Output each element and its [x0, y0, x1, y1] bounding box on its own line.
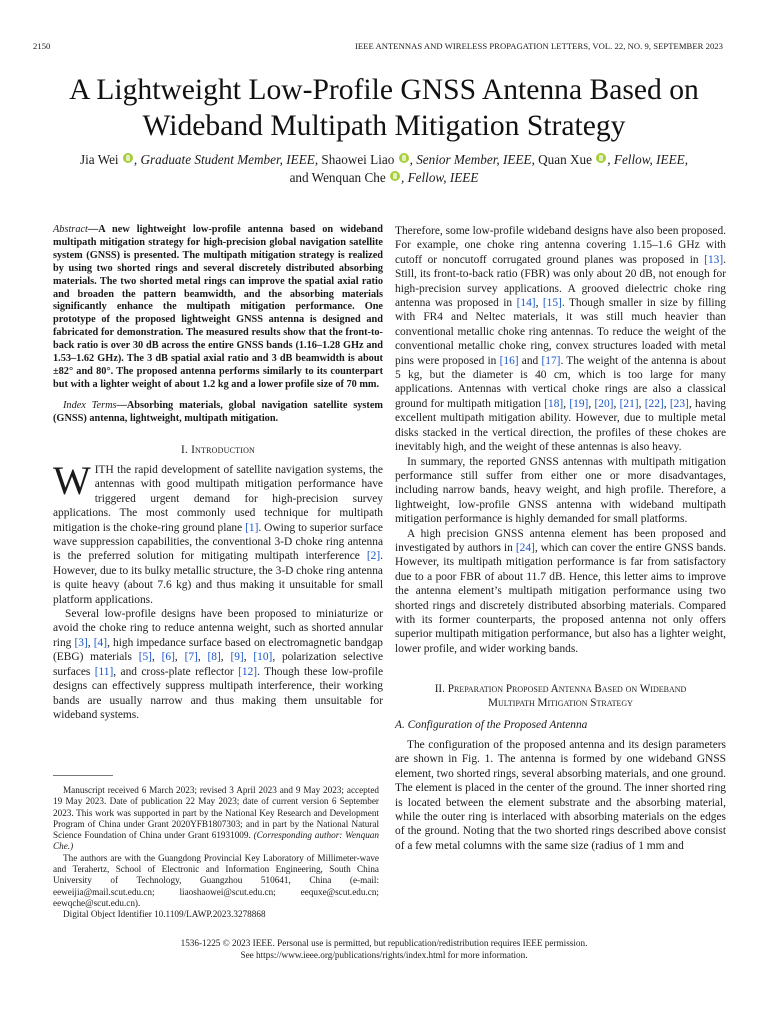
- orcid-icon[interactable]: [390, 171, 400, 181]
- subsection-heading-a: A. Configuration of the Proposed Antenna: [395, 718, 588, 731]
- drop-cap: W: [53, 458, 91, 503]
- citation-link[interactable]: [24]: [515, 541, 535, 554]
- body-paragraph-4: The configuration of the proposed antenna and its design parameters are shown in Fig. 1. The antenna is formed by one wideband GNSS element, two shorted rings, several absorbing materials, and one ground. The element is placed in the center of the ground. The inner shorted ring is located between the element substrate and the absorbing material, while the outer ring is interlaced with absorbing materials on the edges of the ground. Noting that the two shorted rings described above consist of a few metal columns with the same size (radius of 1 mm and: [395, 739, 726, 852]
- title-line-1: A Lightweight Low-Profile GNSS Antenna Based on: [69, 74, 699, 106]
- index-terms: [53, 400, 383, 426]
- manuscript-note: Manuscript received 6 March 2023; revised 3 April 2023 and 9 May 2023; accepted 19 May 2023. Date of publication 22 May 2023; date of current version 6 September 2023. This work was supported in part by the National Key Research and Development Program of China under Grant 2020YFB1807303; and in part by the National Natural Science Foundation of China under Grant 61931009. (Corresponding author: Wenquan Che.): [53, 785, 379, 852]
- body-paragraph-1: Therefore, some low-profile wideband designs have also been proposed. For example, one choke ring antenna covering 1.15–1.6 GHz with cutoff or noncutoff corrugated ground planes was proposed in [13]. Still, its front-to-back ratio (FBR) was only about 20 dB, not enough for high-precision survey applications. A grooved dielectric choke ring antenna was proposed in [14], [15]. Though smaller in size by filling with FR4 and Neltec materials, it was still much heavier than conventional metallic choke ring antennas. To reduce the weight of the conventional metallic choke ring, convex structures loaded with metal pins were proposed in [16] and [17]. The weight of the antenna is about 5 kg, but the diameter is 40 cm, which is too large for many applications. Antennas with vertical choke rings are also a classical ground for multipath mitigation [18], [19], [20], [21], [22], [23], having excellent multipath mitigation ability. However, due to multiple metal disks stacked in the vertical direction, the profiles of these chokes are inevitably high, and the weight of these antennas is also heavy.: [395, 225, 726, 454]
- copyright-notice: [40, 938, 728, 961]
- copyright-line-2[interactable]: See https://www.ieee.org/publications/rights/index.html for more information.: [240, 949, 528, 960]
- citation-link[interactable]: [22]: [644, 397, 664, 410]
- body-paragraph-3: A high precision GNSS antenna element has been proposed and investigated by authors in [24], which can cover the entire GNSS bands. However, its multipath mitigation performance is far from satisfactory due to a poor FBR of about 11.7 dB. Hence, this letter aims to improve the antenna element’s multipath mitigation performance using two shorted rings and discretely distributed absorbing materials. Compared with its former counterparts, the proposed antenna not only offers superior multipath mitigation performance, but also has a lighter weight, lower profile, and wider working bands.: [395, 527, 726, 655]
- citation-link[interactable]: [17]: [541, 354, 561, 367]
- citation-link[interactable]: [20]: [594, 397, 614, 410]
- citation-link[interactable]: [1]: [245, 521, 259, 534]
- right-column: [395, 224, 726, 853]
- title-line-2: Wideband Multipath Mitigation Strategy: [142, 110, 626, 142]
- author-list: [40, 151, 728, 187]
- citation-link[interactable]: [16]: [499, 354, 519, 367]
- intro-paragraph-2: Several low-profile designs have been proposed to miniaturize or avoid the choke ring to reduce antenna weight, such as shorted annular ring [3], [4], high impedance surface based on electromagnetic bandgap (EBG) materials [5], [6], [7], [8], [9], [10], polarization selective surfaces [11], and cross-plate reflector [12]. Though these low-profile designs can effectively suppress multipath interference, their working bands are usually narrow and thus making them unsuitable for wideband systems.: [53, 608, 384, 721]
- affiliation-note: The authors are with the Guangdong Provincial Key Laboratory of Millimeter-wave and Terahertz, School of Electronic and Information Engineering, South China University of Technology, Guangzhou 510641, China (e-mail: eeweijia@mail.scut.edu.cn; liaoshaowei@scut.edu.cn; eequxe@scut.edu.cn; eewqche@scut.edu.cn).: [53, 852, 379, 908]
- citation-link[interactable]: [19]: [569, 397, 589, 410]
- citation-link[interactable]: [23]: [669, 397, 689, 410]
- footnote-divider: [53, 775, 113, 776]
- citation-link[interactable]: [8]: [207, 651, 221, 664]
- citation-link[interactable]: [14]: [516, 297, 536, 310]
- abstract-text: —A new lightweight low-profile antenna based on wideband multipath mitigation strategy for high-precision global navigation satellite system (GNSS) is presented. The multipath mitigation strategy is realized by using two shorted rings and several discretely distributed absorbing materials. The two shorted metal rings can improve the spatial axial ratio and broaden the pattern beamwidth, and the absorbing materials significantly enhance the multipath mitigation performance. One prototype of the proposed lightweight GNSS antenna is designed and fabricated for demonstration. The measured results show that the front-to-back ratio is over 30 dB across the entire GNSS bands (1.16–1.28 GHz and 1.53–1.62 GHz). The 3 dB spatial axial ratio and 3 dB beamwidth is about ±82° and 80°. The proposed antenna performs similarly to its counterpart but with a lighter weight of about 1.2 kg and a lower profile size of 70 mm.: [53, 224, 383, 390]
- author-affil: , Graduate Student Member, IEEE: [133, 152, 315, 167]
- author-affil: , Fellow, IEEE,: [607, 152, 688, 167]
- doi[interactable]: Digital Object Identifier 10.1109/LAWP.2023.3278868: [63, 909, 266, 920]
- journal-header: IEEE ANTENNAS AND WIRELESS PROPAGATION LETTERS, VOL. 22, NO. 9, SEPTEMBER 2023: [354, 41, 723, 51]
- author-affil: , Senior Member, IEEE: [409, 152, 532, 167]
- orcid-icon[interactable]: [123, 153, 133, 163]
- author-name: , Shaowei Liao: [314, 152, 395, 167]
- copyright-line-1: 1536-1225 © 2023 IEEE. Personal use is permitted, but republication/redistribution requires IEEE permission.: [180, 938, 588, 948]
- author-name: Jia Wei: [79, 152, 119, 167]
- orcid-icon[interactable]: [399, 153, 409, 163]
- citation-link[interactable]: [18]: [544, 397, 564, 410]
- index-terms-label: Index Terms: [63, 399, 117, 411]
- left-column: [53, 224, 383, 722]
- citation-link[interactable]: [12]: [238, 665, 258, 678]
- section-heading-intro: I. Introduction: [180, 443, 256, 456]
- abstract: [53, 224, 383, 392]
- authors-line-1: [40, 151, 728, 169]
- page-number: 2150: [33, 41, 51, 51]
- citation-link[interactable]: [6]: [161, 651, 175, 664]
- running-header: [33, 41, 723, 53]
- citation-link[interactable]: [4]: [93, 636, 108, 649]
- footnote: [53, 785, 379, 921]
- authors-line-2: [40, 169, 728, 187]
- index-terms-text: —Absorbing materials, global navigation satellite system (GNSS) antenna, lightweight, multipath mitigation.: [53, 399, 383, 424]
- abstract-label: Abstract: [53, 224, 88, 235]
- citation-link[interactable]: [10]: [253, 651, 273, 664]
- citation-link[interactable]: [11]: [94, 665, 114, 678]
- citation-link[interactable]: [7]: [184, 651, 198, 664]
- citation-link[interactable]: [3]: [74, 636, 88, 649]
- citation-link[interactable]: [5]: [138, 651, 152, 664]
- orcid-icon[interactable]: [596, 153, 606, 163]
- intro-paragraph-1: WITH the rapid development of satellite navigation systems, the antennas with good multipath mitigation performance have triggered urgent demand for high-precision survey applications. The most commonly used technique for multipath mitigation is the choke-ring ground plane [1]. Owing to superior surface wave suppression capabilities, the conventional 3-D choke ring antenna is the preferred solution for mitigating multipath interference [2]. However, due to its bulky metallic structure, the 3-D choke ring antenna is quite heavy (about 7.6 kg) and thus making it unsuitable for small platform applications.: [53, 458, 383, 606]
- author-affil: , Fellow, IEEE: [401, 170, 479, 185]
- citation-link[interactable]: [15]: [542, 297, 562, 310]
- section-heading-2: II. Preparation Proposed Antenna Based on Wideband Multipath Mitigation Strategy: [434, 683, 687, 710]
- author-name: and Wenquan Che: [289, 170, 386, 185]
- citation-link[interactable]: [13]: [704, 253, 724, 266]
- citation-link[interactable]: [21]: [619, 397, 639, 410]
- body-paragraph-2: In summary, the reported GNSS antennas with multipath mitigation performance still suffer from either one or more disadvantages, including narrow bands, heavy weight, and high profile. Therefore, a lightweight, low-profile GNSS antenna with wideband multipath mitigation performance is highly demanded for small platforms.: [395, 455, 726, 526]
- citation-link[interactable]: [2]: [366, 550, 381, 563]
- author-name: , Quan Xue: [531, 152, 592, 167]
- citation-link[interactable]: [9]: [230, 651, 244, 664]
- paper-title: [30, 72, 738, 144]
